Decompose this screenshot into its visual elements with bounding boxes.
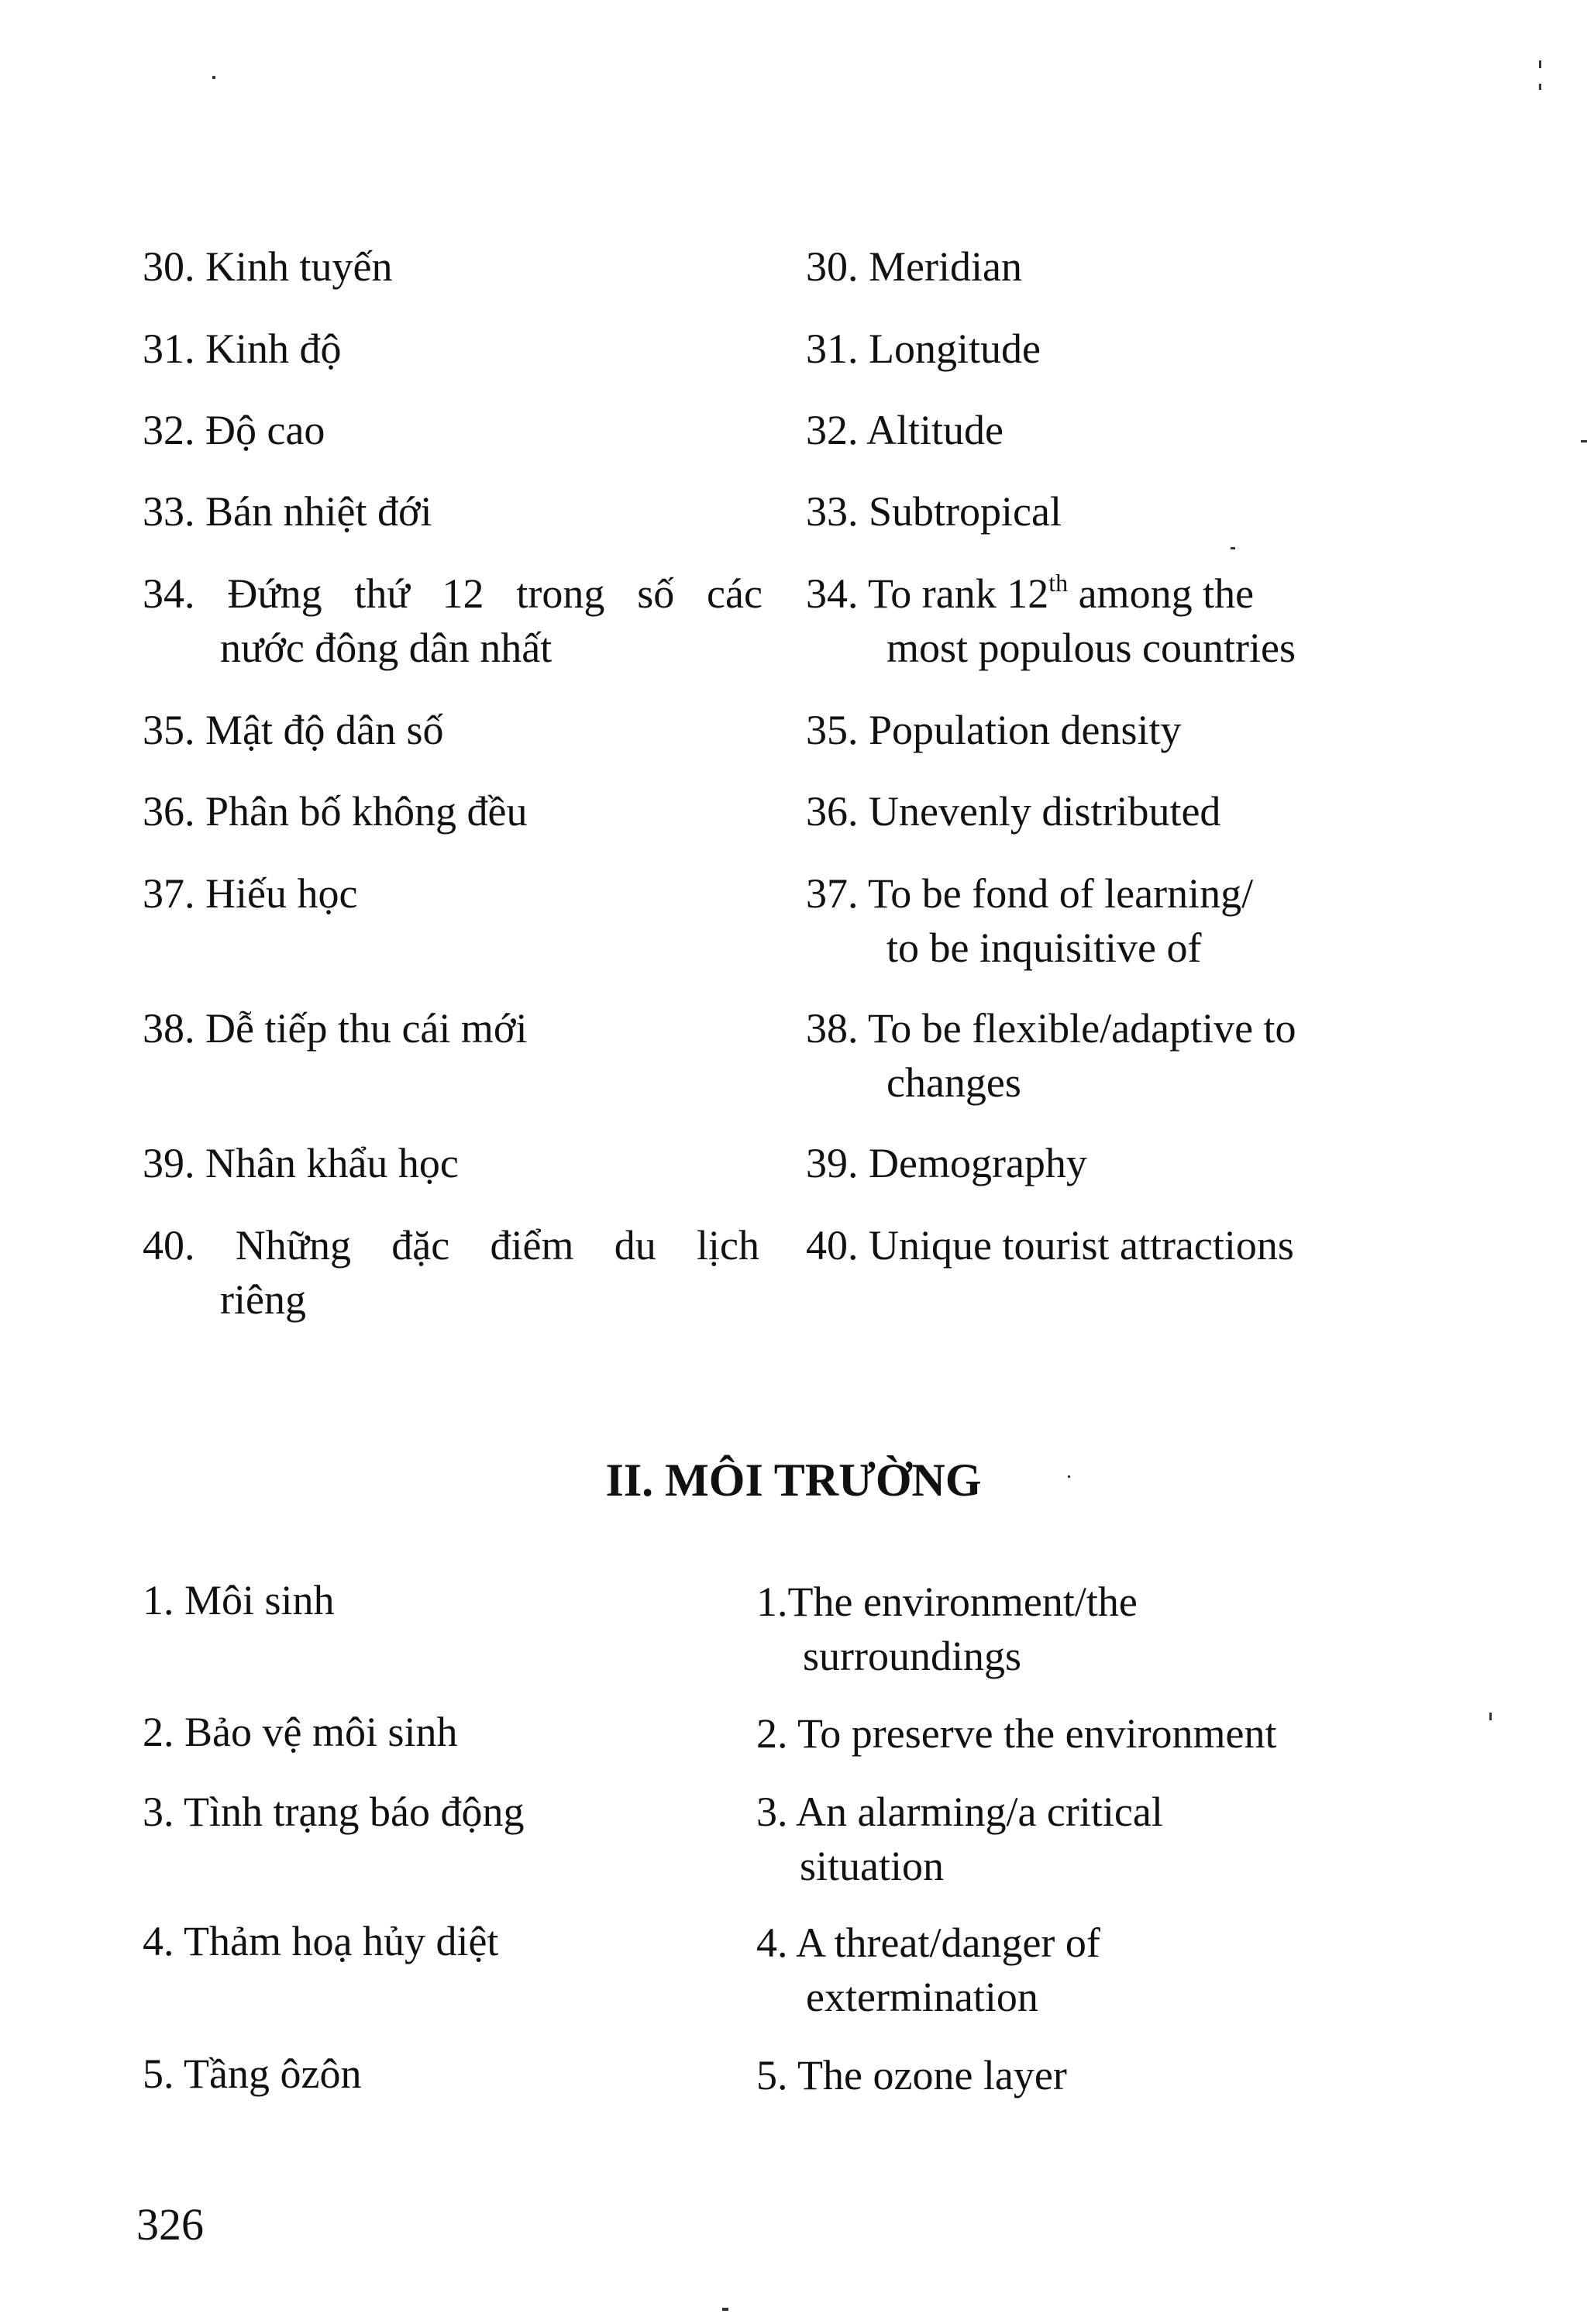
- vi-term-s2-3: 3. Tình trạng báo động: [143, 1789, 525, 1835]
- en-term-30: 30. Meridian: [806, 243, 1022, 290]
- vi-term-38: 38. Dễ tiếp thu cái mới: [143, 1005, 528, 1052]
- en-term-31: 31. Longitude: [806, 325, 1041, 372]
- vi-term-39: 39. Nhân khẩu học: [143, 1140, 459, 1186]
- en-term-35: 35. Population density: [806, 707, 1182, 753]
- en-term-s2-5: 5. The ozone layer: [756, 2052, 1067, 2098]
- vi-term-33: 33. Bán nhiệt đới: [143, 488, 432, 535]
- en-term-32: 32. Altitude: [806, 407, 1004, 453]
- scan-speck: [1581, 440, 1587, 442]
- page-number: 326: [136, 2199, 204, 2250]
- en-term-s2-1: 1.The environment/the surroundings: [756, 1579, 1138, 1679]
- en-term-s2-3: 3. An alarming/a critical situation: [756, 1789, 1163, 1889]
- en-term-40: 40. Unique tourist attractions: [806, 1222, 1294, 1269]
- en-term-36: 36. Unevenly distributed: [806, 788, 1221, 835]
- vi-term-s2-1: 1. Môi sinh: [143, 1577, 335, 1623]
- scan-speck: [1539, 84, 1541, 90]
- vi-term-s2-5: 5. Tầng ôzôn: [143, 2050, 362, 2097]
- scan-speck: [1068, 1475, 1070, 1478]
- en-term-33: 33. Subtropical: [806, 488, 1062, 535]
- section-heading: II. MÔI TRƯỜNG: [605, 1455, 982, 1506]
- scan-speck: [212, 76, 215, 79]
- scan-speck: [1489, 1713, 1492, 1720]
- en-term-s2-2: 2. To preserve the environment: [756, 1710, 1277, 1757]
- vi-term-32: 32. Độ cao: [143, 407, 325, 453]
- vi-term-30: 30. Kinh tuyến: [143, 243, 393, 290]
- en-term-37: 37. To be fond of learning/ to be inquisitive of: [806, 870, 1254, 971]
- scan-speck: [1231, 547, 1235, 549]
- vi-term-s2-2: 2. Bảo vệ môi sinh: [143, 1709, 458, 1755]
- en-term-s2-4: 4. A threat/danger of extermination: [756, 1919, 1100, 2020]
- scan-speck: [722, 2308, 728, 2311]
- vi-term-34: 34. Đứng thứ 12 trong số các nước đông dân nhất: [143, 570, 763, 671]
- en-term-38: 38. To be flexible/adaptive to changes: [806, 1005, 1296, 1106]
- en-term-34: 34. To rank 12th among the most populous countries: [806, 569, 1296, 671]
- vi-term-37: 37. Hiếu học: [143, 870, 358, 917]
- vi-term-40: 40. Những đặc điểm du lịch riêng: [143, 1222, 759, 1323]
- vi-term-31: 31. Kinh độ: [143, 325, 342, 372]
- en-term-39: 39. Demography: [806, 1140, 1087, 1186]
- vi-term-35: 35. Mật độ dân số: [143, 707, 444, 753]
- scan-speck: [1539, 60, 1541, 68]
- vi-term-s2-4: 4. Thảm hoạ hủy diệt: [143, 1918, 499, 1964]
- vi-term-36: 36. Phân bố không đều: [143, 788, 528, 835]
